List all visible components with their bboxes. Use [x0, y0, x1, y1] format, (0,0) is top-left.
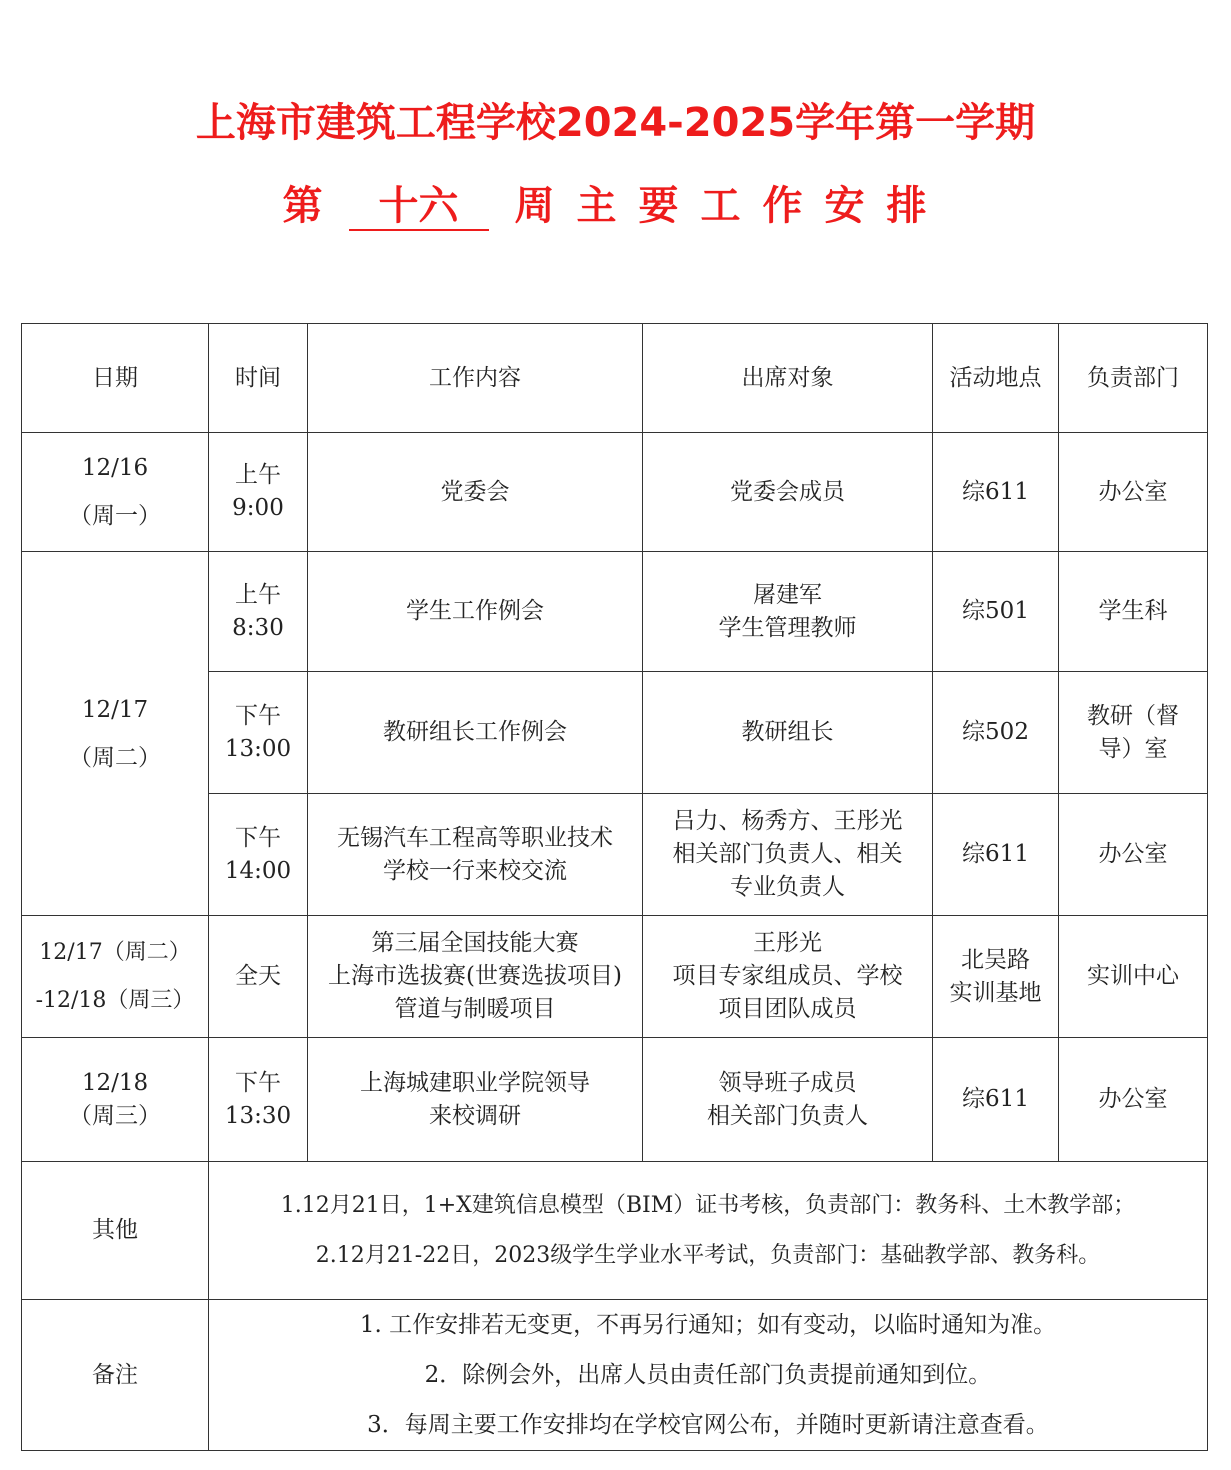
content-cell: 上海城建职业学院领导 来校调研: [308, 1038, 643, 1162]
time-cell: 上午 9:00: [209, 433, 308, 552]
time-cell: 下午 13:30: [209, 1038, 308, 1162]
location-cell: 综611: [933, 794, 1059, 916]
content-cell: 党委会: [308, 433, 643, 552]
document-title: 上海市建筑工程学校2024-2025学年第一学期: [195, 100, 1036, 146]
other-label: 其他: [22, 1162, 209, 1300]
other-content: [209, 1162, 1208, 1300]
note-item: 3．每周主要工作安排均在学校官网公布，并随时更新请注意查看。: [367, 1412, 1049, 1438]
dept-cell: 实训中心: [1059, 916, 1208, 1038]
time-cell: 上午 8:30: [209, 552, 308, 672]
note-item: 1. 工作安排若无变更，不再另行通知；如有变动，以临时通知为准。: [359, 1312, 1057, 1338]
notes-content: [209, 1300, 1208, 1451]
attendees-cell: 领导班子成员 相关部门负责人: [643, 1038, 933, 1162]
content-cell: 学生工作例会: [308, 552, 643, 672]
col-header-time: 时间: [209, 324, 308, 433]
location-cell: 综502: [933, 672, 1059, 794]
date-cell: 12/16 （周一）: [22, 433, 209, 552]
attendees-cell: 教研组长: [643, 672, 933, 794]
dept-cell: 办公室: [1059, 1038, 1208, 1162]
table-row: [22, 916, 1208, 1038]
content-cell: 第三届全国技能大赛 上海市选拔赛(世赛选拔项目) 管道与制暖项目: [308, 916, 643, 1038]
date-cell: 12/17（周二） -12/18（周三）: [22, 916, 209, 1038]
week-number: 十六: [349, 185, 489, 231]
location-cell: 综501: [933, 552, 1059, 672]
time-cell: 全天: [209, 916, 308, 1038]
date-cell: 12/18 （周三）: [22, 1038, 209, 1162]
dept-cell: 办公室: [1059, 433, 1208, 552]
location-cell: 北吴路 实训基地: [933, 916, 1059, 1038]
table-row: [22, 433, 1208, 552]
col-header-dept: 负责部门: [1059, 324, 1208, 433]
week-prefix: 第: [282, 183, 323, 229]
col-header-location: 活动地点: [933, 324, 1059, 433]
col-header-date: 日期: [22, 324, 209, 433]
content-cell: 教研组长工作例会: [308, 672, 643, 794]
other-item: 2.12月21-22日，2023级学生学业水平考试，负责部门：基础教学部、教务科。: [315, 1242, 1101, 1268]
time-cell: 下午 14:00: [209, 794, 308, 916]
week-title: [0, 183, 1231, 231]
date-cell: 12/17 （周二）: [22, 552, 209, 916]
other-row: [22, 1162, 1208, 1300]
note-item: 2．除例会外，出席人员由责任部门负责提前通知到位。: [424, 1362, 992, 1388]
content-cell: 无锡汽车工程高等职业技术 学校一行来校交流: [308, 794, 643, 916]
dept-cell: 办公室: [1059, 794, 1208, 916]
attendees-cell: 党委会成员: [643, 433, 933, 552]
table-row: [22, 1038, 1208, 1162]
schedule-table: [21, 323, 1208, 1451]
attendees-cell: 屠建军 学生管理教师: [643, 552, 933, 672]
attendees-cell: 吕力、杨秀方、王彤光 相关部门负责人、相关 专业负责人: [643, 794, 933, 916]
col-header-attendees: 出席对象: [643, 324, 933, 433]
other-item: 1.12月21日，1+X建筑信息模型（BIM）证书考核，负责部门：教务科、土木教学部；: [280, 1192, 1136, 1218]
location-cell: 综611: [933, 1038, 1059, 1162]
dept-cell: 教研（督 导）室: [1059, 672, 1208, 794]
notes-row: [22, 1300, 1208, 1451]
table-header-row: [22, 324, 1208, 433]
notes-label: 备注: [22, 1300, 209, 1451]
week-suffix: 周主要工作安排: [514, 183, 949, 229]
dept-cell: 学生科: [1059, 552, 1208, 672]
table-row: [22, 552, 1208, 672]
time-cell: 下午 13:00: [209, 672, 308, 794]
location-cell: 综611: [933, 433, 1059, 552]
col-header-content: 工作内容: [308, 324, 643, 433]
attendees-cell: 王彤光 项目专家组成员、学校 项目团队成员: [643, 916, 933, 1038]
